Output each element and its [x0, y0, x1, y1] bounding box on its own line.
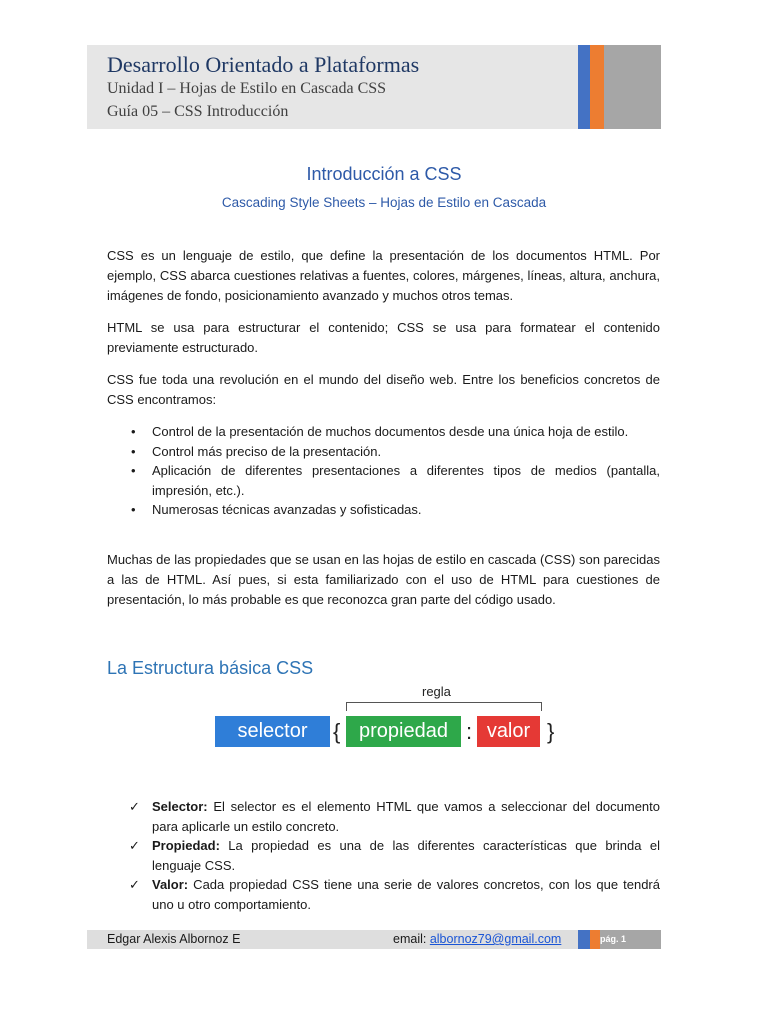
bullet-icon: • [131, 463, 136, 478]
section-heading: La Estructura básica CSS [107, 658, 314, 678]
paragraph-intro: CSS es un lenguaje de estilo, que define la presentación de los documentos HTML. Por ejemplo, CSS abarca cuestiones relativas a fuentes, colores, márgenes, líneas, altura, anchura, imágenes de fondo, posicionamiento avanzado y muchos otros temas. [107, 248, 660, 303]
benefits-list [107, 422, 660, 520]
course-title: Desarrollo Orientado a Plataformas [107, 52, 420, 77]
header-accent-gray [604, 45, 661, 129]
list-item [107, 422, 660, 442]
paragraph-html-similarity: Muchas de las propiedades que se usan en las hojas de estilo en cascada (CSS) son parecidas a las de HTML. Así pues, si esta familiarizado con el uso de HTML para cuestiones de presentación, lo más probable es que reconozca gran parte del código usado. [107, 552, 660, 607]
definition-text: La propiedad es una de las diferentes características que brinda el lenguaje CSS. [152, 838, 660, 873]
list-item [107, 500, 660, 520]
footer-author: Edgar Alexis Albornoz E [107, 932, 241, 946]
footer-page-box [600, 930, 661, 949]
colon: : [466, 719, 473, 744]
list-item [107, 797, 660, 836]
unit-title: Unidad I – Hojas de Estilo en Cascada CSS [107, 80, 387, 97]
list-item [107, 836, 660, 875]
definition-term: Selector: [152, 799, 208, 814]
list-item [107, 875, 660, 914]
bullet-icon: • [131, 443, 136, 459]
checkmark-icon: ✓ [129, 799, 140, 814]
footer-accent-blue [578, 930, 590, 949]
bullet-icon: • [131, 424, 136, 439]
page-header [87, 45, 661, 129]
value-box: valor [477, 716, 540, 747]
list-item-text: Control de la presentación de muchos documentos desde una única hoja de estilo. [152, 424, 629, 439]
document-subtitle: Cascading Style Sheets – Hojas de Estilo en Cascada [221, 195, 547, 210]
close-brace: } [547, 719, 555, 744]
footer-accent-orange [590, 930, 600, 949]
footer-email [393, 930, 561, 949]
email-label: email: [393, 932, 430, 946]
css-rule-diagram [215, 684, 565, 754]
property-box: propiedad [346, 716, 461, 747]
guide-title: Guía 05 – CSS Introducción [107, 103, 289, 120]
selector-box: selector [215, 716, 330, 747]
rule-label: regla [422, 684, 451, 699]
paragraph-html-css: HTML se usa para estructurar el contenido; CSS se usa para formatear el contenido previamente estructurado. [107, 320, 660, 355]
definitions-list [107, 797, 660, 914]
checkmark-icon: ✓ [129, 877, 140, 892]
header-accent-blue [578, 45, 590, 129]
list-item-text: Numerosas técnicas avanzadas y sofisticadas. [152, 502, 422, 517]
definition-text: El selector es el elemento HTML que vamos a seleccionar del documento para aplicarle un estilo concreto. [152, 799, 660, 834]
bullet-icon: • [131, 502, 136, 517]
list-item [107, 442, 660, 462]
definition-term: Propiedad: [152, 838, 220, 853]
page-number: pág. 1 [600, 934, 627, 944]
checkmark-icon: ✓ [129, 838, 140, 853]
page-footer [87, 930, 661, 949]
open-brace: { [333, 719, 341, 744]
paragraph-benefits: CSS fue toda una revolución en el mundo del diseño web. Entre los beneficios concretos de CSS encontramos: [107, 372, 660, 407]
list-item-text: Control más preciso de la presentación. [152, 443, 382, 459]
header-accent-orange [590, 45, 604, 129]
definition-text: Cada propiedad CSS tiene una serie de valores concretos, con los que tendrá uno u otro comportamiento. [152, 877, 660, 912]
list-item [107, 461, 660, 500]
list-item-text: Aplicación de diferentes presentaciones a diferentes tipos de medios (pantalla, impresión, etc.). [152, 463, 660, 498]
email-link[interactable]: albornoz79@gmail.com [429, 932, 562, 946]
rule-bracket [346, 702, 542, 711]
definition-term: Valor: [152, 877, 189, 892]
document-title: Introducción a CSS [306, 164, 462, 184]
